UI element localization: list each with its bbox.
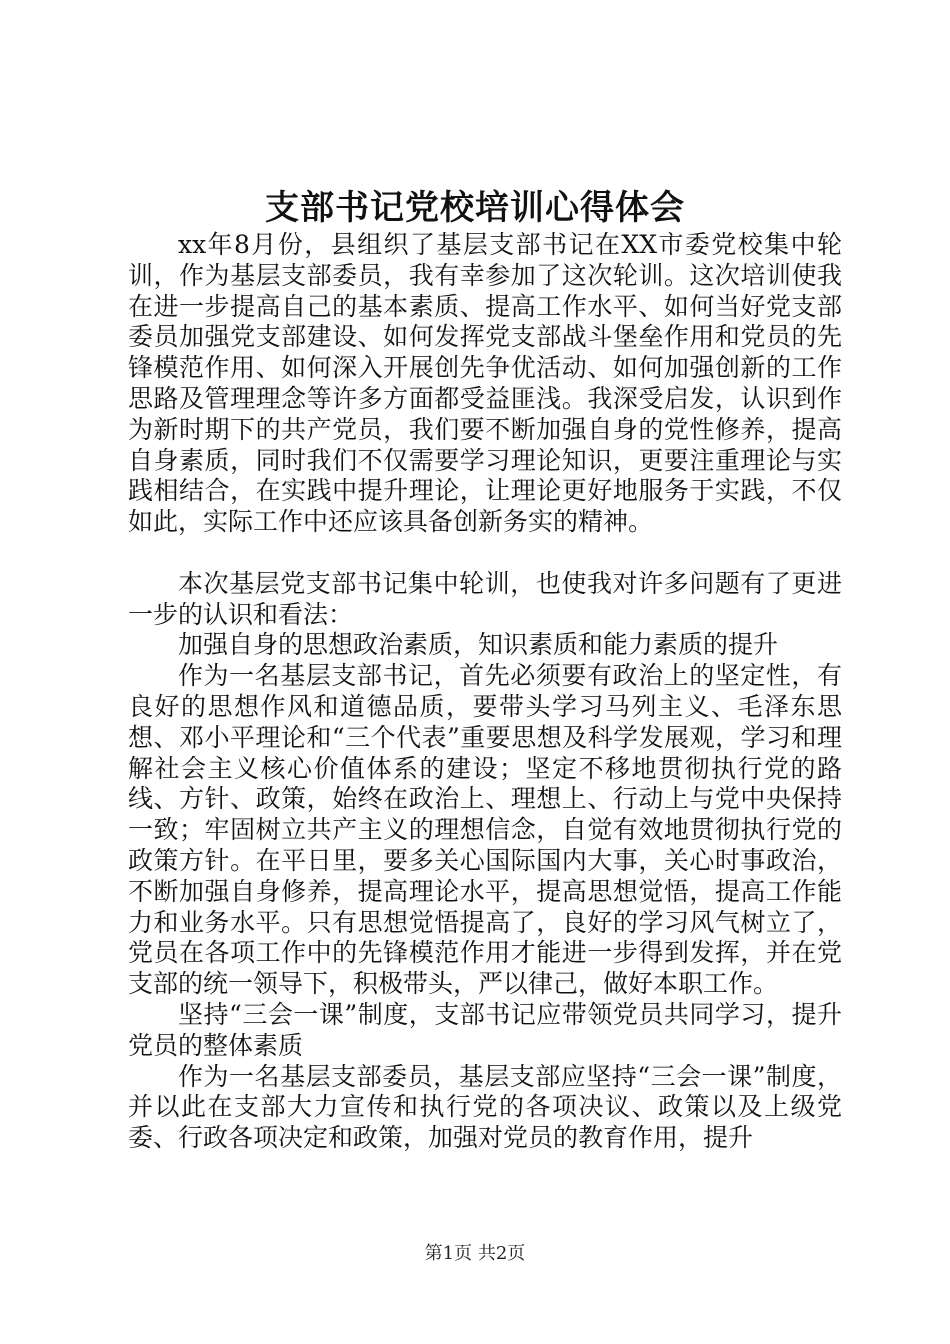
section-heading-quality: 加强自身的思想政治素质，知识素质和能力素质的提升 [178, 630, 779, 660]
document-body [128, 230, 842, 1154]
page-number: 第1页 共2页 [424, 1243, 526, 1264]
paragraph-three-meetings: 作为一名基层支部委员，基层支部应坚持“三会一课”制度，并以此在支部大力宣传和执行党的各项决议、政策以及上级党委、行政各项决定和政策，加强对党员的教育作用，提升 [128, 1061, 842, 1153]
paragraph-intro: xx年8月份，县组织了基层支部书记在XX市委党校集中轮训，作为基层支部委员，我有幸参加了这次轮训。这次培训使我在进一步提高自己的基本素质、提高工作水平、如何当好党支部委员加强党支部建设、如何发挥党支部战斗堡垒作用和党员的先锋模范作用、如何深入开展创先争优活动、如何加强创新的工作思路及管理理念等许多方面都受益匪浅。我深受启发，认识到作为新时期下的共产党员，我们要不断加强自身的党性修养，提高自身素质，同时我们不仅需要学习理论知识，更要注重理论与实践相结合，在实践中提升理论，让理论更好地服务于实践，不仅如此，实际工作中还应该具备创新务实的精神。 [128, 230, 842, 537]
paragraph-lead-in: 本次基层党支部书记集中轮训，也使我对许多问题有了更进一步的认识和看法： [128, 568, 842, 629]
document-title: 支部书记党校培训心得体会 [265, 188, 685, 228]
section-heading-three-meetings: 坚持“三会一课”制度，支部书记应带领党员共同学习，提升党员的整体素质 [128, 999, 842, 1060]
paragraph-quality: 作为一名基层支部书记，首先必须要有政治上的坚定性，有良好的思想作风和道德品质，要带头学习马列主义、毛泽东思想、邓小平理论和“三个代表”重要思想及科学发展观，学习和理解社会主义核心价值体系的建设；坚定不移地贯彻执行党的路线、方针、政策，始终在政治上、理想上、行动上与党中央保持一致；牢固树立共产主义的理想信念，自觉有效地贯彻执行党的政策方针。在平日里，要多关心国际国内大事，关心时事政治，不断加强自身修养，提高理论水平，提高思想觉悟，提高工作能力和业务水平。只有思想觉悟提高了，良好的学习风气树立了，党员在各项工作中的先锋模范作用才能进一步得到发挥，并在党支部的统一领导下，积极带头，严以律己，做好本职工作。 [128, 661, 842, 999]
